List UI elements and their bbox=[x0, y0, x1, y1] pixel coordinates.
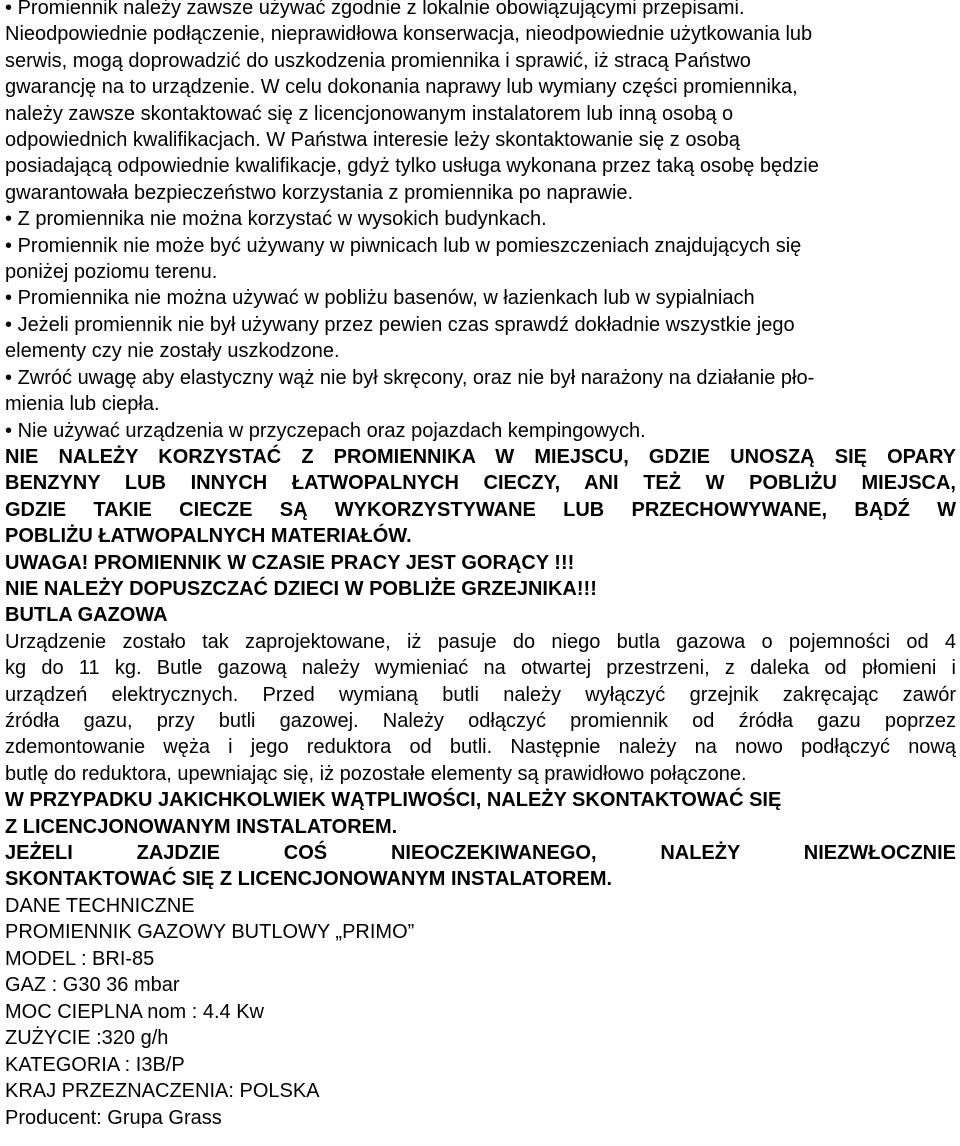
gas-bottle-line: Urządzenie zostało tak zaprojektowane, iż pasuje do niego butla gazowa o pojemności od 4 bbox=[5, 630, 956, 653]
bullet-line: Nieodpowiednie podłączenie, nieprawidłowa konserwacja, nieodpowiednie użytkowania lub bbox=[5, 23, 813, 46]
bullet-line: Zwróć uwagę aby elastyczny wąż nie był skręcony, oraz nie był narażony na działanie pło- bbox=[17, 366, 815, 389]
safety-item-caravans bbox=[5, 418, 956, 444]
safety-item-buildings bbox=[5, 206, 956, 232]
spec-destination-country: KRAJ PRZEZNACZENIA: POLSKA bbox=[5, 1080, 320, 1103]
gas-bottle-heading: BUTLA GAZOWA bbox=[5, 604, 168, 627]
spec-gas: GAZ : G30 36 mbar bbox=[5, 974, 180, 997]
bullet-line: poniżej poziomu terenu. bbox=[5, 261, 218, 284]
technical-data bbox=[5, 893, 956, 1132]
gas-bottle-line: zdemontowanie węża i jego reduktora od butli. Następnie należy na nowo podłączyć nową bbox=[5, 736, 956, 759]
warning-hot: UWAGA! PROMIENNIK W CZASIE PRACY JEST GORĄCY !!! bbox=[5, 551, 575, 574]
doubt-notice bbox=[5, 787, 956, 840]
unexpected-notice-line: SKONTAKTOWAĆ SIĘ Z LICENCJONOWANYM INSTALATOREM. bbox=[5, 868, 613, 891]
spec-consumption: ZUŻYCIE :320 g/h bbox=[5, 1027, 169, 1050]
bullet-line: Jeżeli promiennik nie był używany przez pewien czas sprawdź dokładnie wszystkie jego bbox=[17, 313, 795, 336]
bullet-line: Nie używać urządzenia w przyczepach oraz pojazdach kempingowych. bbox=[17, 419, 646, 442]
warning-flammable-line: BENZYNY LUB INNYCH ŁATWOPALNYCH CIECZY, ANI TEŻ W POBLIŻU MIEJSCA, bbox=[5, 472, 956, 495]
bullet-line: mienia lub ciepła. bbox=[5, 393, 160, 416]
bullet-line: Z promiennika nie można korzystać w wysokich budynkach. bbox=[17, 208, 547, 231]
warning-flammable-line: POBLIŻU ŁATWOPALNYCH MATERIAŁÓW. bbox=[5, 525, 412, 548]
warning-children: NIE NALEŻY DOPUSZCZAĆ DZIECI W POBLIŻE GRZEJNIKA!!! bbox=[5, 577, 597, 600]
safety-item-bathrooms bbox=[5, 285, 956, 311]
bullet-line: należy zawsze skontaktować się z licencjonowanym instalatorem lub inną osobą o bbox=[5, 102, 734, 125]
spec-category: KATEGORIA : I3B/P bbox=[5, 1053, 185, 1076]
warning-flammable-line: NIE NALEŻY KORZYSTAĆ Z PROMIENNIKA W MIEJSCU, GDZIE UNOSZĄ SIĘ OPARY bbox=[5, 445, 956, 468]
bullet-line: Promiennik nie może być używany w piwnicach lub w pomieszczeniach znajdujących się bbox=[17, 234, 802, 257]
bullet-line: gwarancję na to urządzenie. W celu dokonania naprawy lub wymiany części promiennika, bbox=[5, 76, 798, 99]
gas-bottle-line: urządzeń elektrycznych. Przed wymianą butli należy wyłączyć grzejnik zakręcając zawór bbox=[5, 683, 956, 706]
unexpected-notice bbox=[5, 840, 956, 893]
bullet-line: posiadającą odpowiednie kwalifikacje, gdyż tylko usługa wykonana przez taką osobę będzie bbox=[5, 155, 819, 178]
gas-bottle-line: źródła gazu, przy butli gazowej. Należy odłączyć promiennik od źródła gazu poprzez bbox=[5, 709, 956, 732]
bullet-line: gwarantowała bezpieczeństwo korzystania z promiennika po naprawie. bbox=[5, 181, 634, 204]
spec-producer: Producent: Grupa Grass bbox=[5, 1106, 222, 1129]
spec-product-name: PROMIENNIK GAZOWY BUTLOWY „PRIMO” bbox=[5, 921, 415, 944]
spec-heat-output: MOC CIEPLNA nom : 4.4 Kw bbox=[5, 1000, 264, 1023]
gas-bottle-body bbox=[5, 629, 956, 787]
bullet-line: elementy czy nie zostały uszkodzone. bbox=[5, 340, 340, 363]
bullet-line: odpowiednich kwalifikacjach. W Państwa interesie leży skontaktowanie się z osobą bbox=[5, 129, 740, 152]
gas-bottle-line: butlę do reduktora, upewniając się, iż pozostałe elementy są prawidłowo połączone. bbox=[5, 762, 747, 785]
doubt-notice-line: Z LICENCJONOWANYM INSTALATOREM. bbox=[5, 815, 398, 838]
warning-flammable-line: GDZIE TAKIE CIECZE SĄ WYKORZYSTYWANE LUB PRZECHOWYWANE, BĄDŹ W bbox=[5, 498, 956, 521]
bullet-line: serwis, mogą doprowadzić do uszkodzenia promiennika i sprawić, iż stracą Państwo bbox=[5, 49, 751, 72]
safety-item-usage bbox=[5, 0, 956, 206]
safety-item-hose bbox=[5, 365, 956, 418]
unexpected-notice-line: JEŻELI ZAJDZIE COŚ NIEOCZEKIWANEGO, NALEŻY NIEZWŁOCZNIE bbox=[5, 842, 956, 864]
safety-item-check bbox=[5, 312, 956, 365]
doubt-notice-line: W PRZYPADKU JAKICHKOLWIEK WĄTPLIWOŚCI, NALEŻY SKONTAKTOWAĆ SIĘ bbox=[5, 789, 782, 812]
bullet-line: Promiennika nie można używać w pobliżu basenów, w łazienkach lub w sypialniach bbox=[17, 287, 755, 310]
warning-flammable bbox=[5, 444, 956, 550]
safety-list bbox=[5, 0, 956, 444]
specs-heading: DANE TECHNICZNE bbox=[5, 894, 195, 917]
safety-item-basements bbox=[5, 233, 956, 286]
spec-model: MODEL : BRI-85 bbox=[5, 947, 155, 970]
gas-bottle-line: kg do 11 kg. Butle gazową należy wymieniać na otwartej przestrzeni, z daleka od płomieni i bbox=[5, 657, 956, 680]
bullet-line: Promiennik należy zawsze używać zgodnie z lokalnie obowiązującymi przepisami. bbox=[17, 0, 745, 19]
